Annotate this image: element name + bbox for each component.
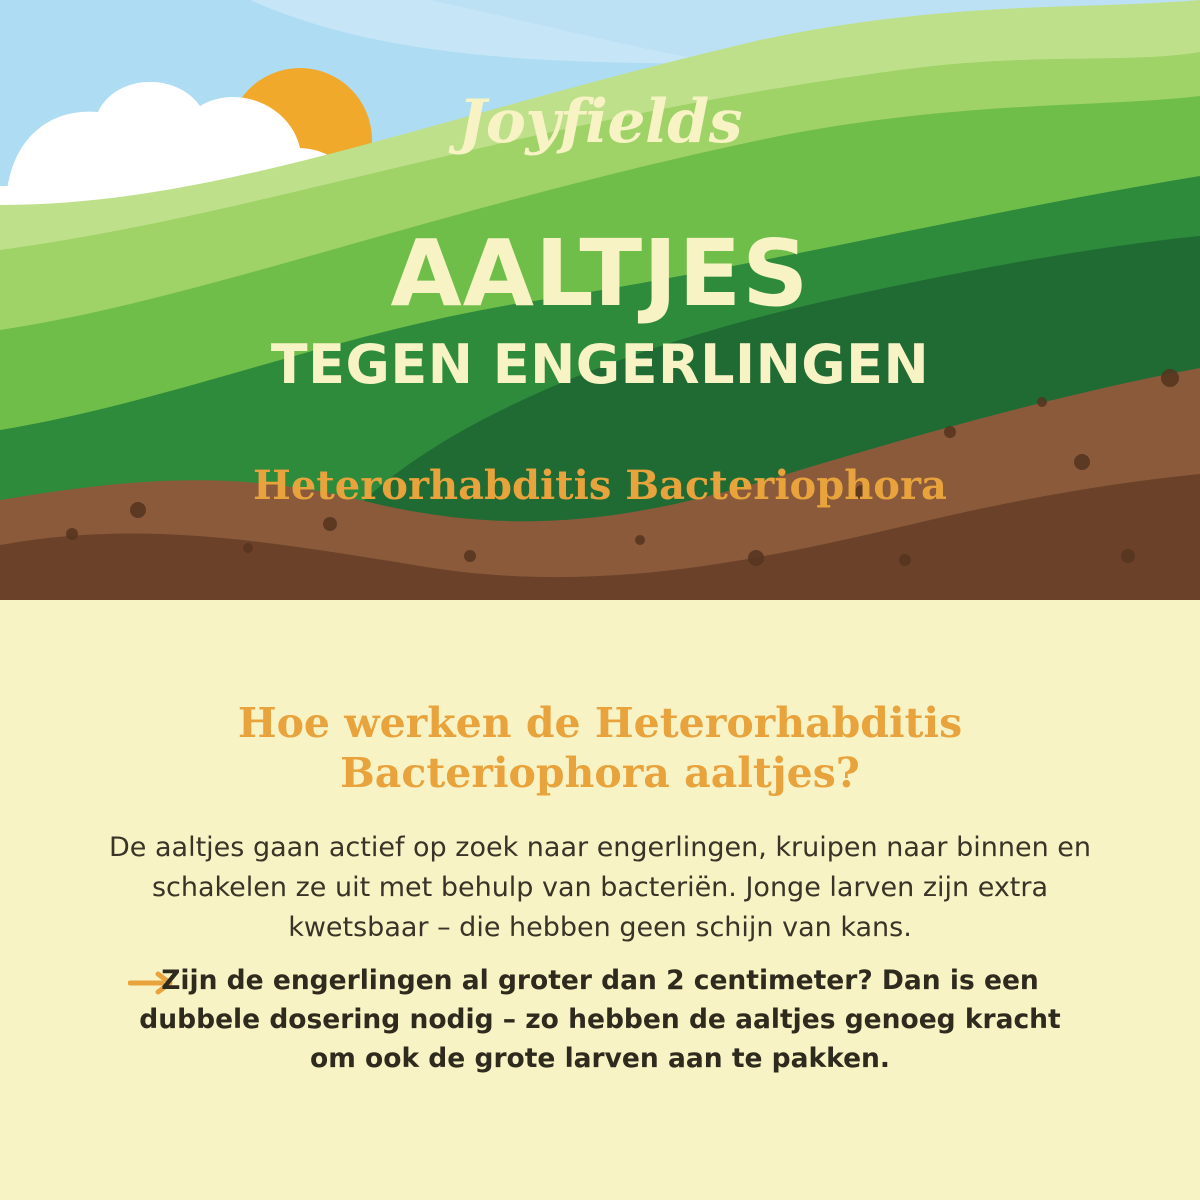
species-name: Heterorhabditis Bacteriophora — [253, 462, 947, 509]
section-heading: Hoe werken de Heterorhabditis Bacteriophora aaltjes? — [237, 699, 963, 798]
page-title: AALTJES — [390, 220, 810, 327]
callout-text: Zijn de engerlingen al groter dan 2 centimeter? Dan is een dubbele dosering nodig – zo hebben de aaltjes genoeg kracht om ook de grote larven aan te pakken. — [139, 965, 1061, 1074]
page-subtitle: TEGEN ENGERLINGEN — [270, 333, 930, 396]
body-paragraph: De aaltjes gaan actief op zoek naar engerlingen, kruipen naar binnen en schakelen ze uit met behulp van bacteriën. Jonge larven zijn extra kwetsbaar – die hebben geen schijn van kans. — [109, 832, 1091, 943]
brand-logo: Joyfields — [457, 87, 743, 157]
content-panel — [0, 600, 1200, 1200]
